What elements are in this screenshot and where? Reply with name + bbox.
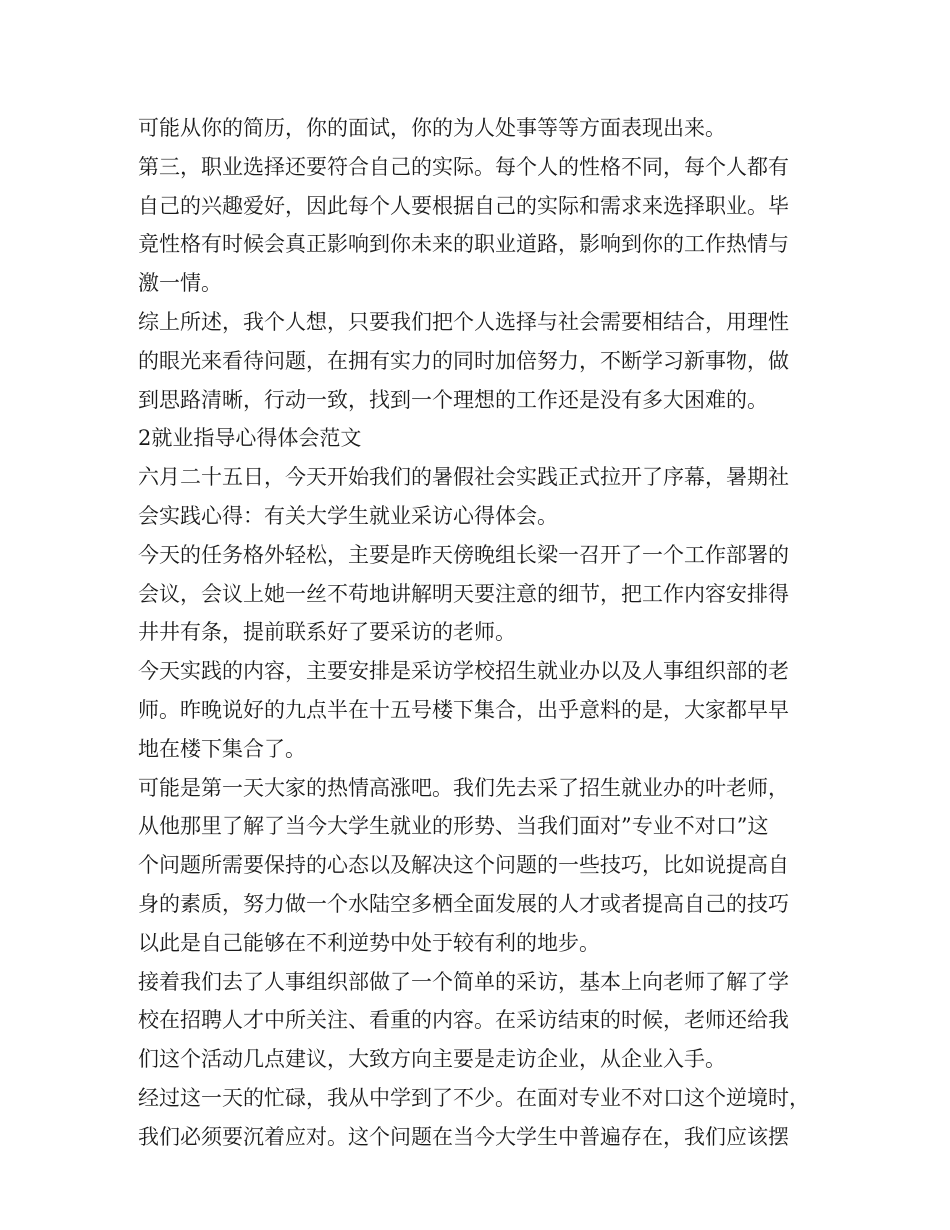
text-line: 们这个活动几点建议，大致方向主要是走访企业，从企业入手。 [138,1047,726,1072]
text-line: 今天的任务格外轻松，主要是昨天傍晚组长梁一召开了一个工作部署的 [138,542,789,567]
text-line: 接着我们去了人事组织部做了一个简单的采访，基本上向老师了解了学 [138,969,789,994]
text-line: 校在招聘人才中所关注、看重的内容。在采访结束的时候，老师还给我 [138,1008,789,1033]
section-heading: 2就业指导心得体会范文 [138,426,362,451]
text-line: 激一情。 [138,271,222,296]
text-line: 以此是自己能够在不利逆势中处于较有利的地步。 [138,930,600,955]
text-line: 师。昨晚说好的九点半在十五号楼下集合，出乎意料的是，大家都早早 [138,697,789,722]
text-line: 第三，职业选择还要符合自己的实际。每个人的性格不同，每个人都有 [138,154,789,179]
text-line: 身的素质，努力做一个水陆空多栖全面发展的人才或者提高自己的技巧 [138,891,789,916]
text-line: 六月二十五日，今天开始我们的暑假社会实践正式拉开了序幕，暑期社 [138,465,789,490]
text-line: 可能是第一天大家的热情高涨吧。我们先去采了招生就业办的叶老师， [138,775,789,800]
document-body [138,109,828,1157]
text-line: 地在楼下集合了。 [138,736,306,761]
text-line: 的眼光来看待问题，在拥有实力的同时加倍努力，不断学习新事物，做 [138,348,789,373]
text-line: 会实践心得：有关大学生就业采访心得体会。 [138,503,558,528]
text-line: 到思路清晰，行动一致，找到一个理想的工作还是没有多大困难的。 [138,387,768,412]
text-line: 可能从你的简历，你的面试，你的为人处事等等方面表现出来。 [138,116,726,140]
text-line: 自己的兴趣爱好，因此每个人要根据自己的实际和需求来选择职业。毕 [138,193,789,218]
text-line: 我们必须要沉着应对。这个问题在当今大学生中普遍存在，我们应该摆 [138,1124,789,1149]
text-line: 会议，会议上她一丝不苟地讲解明天要注意的细节，把工作内容安排得 [138,581,789,606]
text-line: 井井有条，提前联系好了要采访的老师。 [138,620,516,645]
text-line: 综上所述，我个人想，只要我们把个人选择与社会需要相结合，用理性 [138,309,789,334]
text-line: 经过这一天的忙碌，我从中学到了不少。在面对专业不对口这个逆境时， [138,1085,810,1110]
text-line: 竟性格有时候会真正影响到你未来的职业道路，影响到你的工作热情与 [138,232,789,257]
text-line: 今天实践的内容，主要安排是采访学校招生就业办以及人事组织部的老 [138,659,789,684]
text-line: 从他那里了解了当今大学生就业的形势、当我们面对”专业不对口”这 [138,814,769,839]
text-line: 个问题所需要保持的心态以及解决这个问题的一些技巧，比如说提高自 [138,853,789,878]
